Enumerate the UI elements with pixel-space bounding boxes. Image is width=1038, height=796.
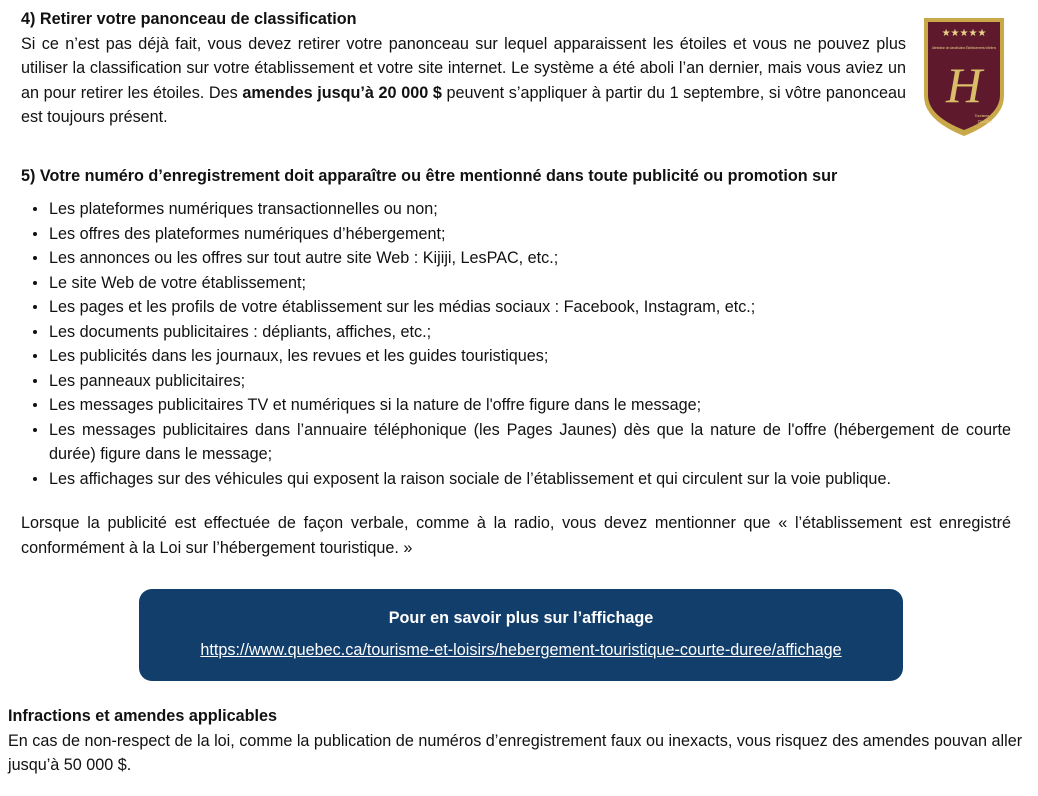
- list-item-text: Les pages et les profils de votre établissement sur les médias sociaux : Facebook, Instagram, etc.;: [49, 298, 756, 316]
- section-4: [21, 7, 906, 130]
- bullet-dot-icon: [33, 379, 37, 383]
- badge-letter: H: [945, 57, 983, 113]
- badge-stars: ★★★★★: [941, 28, 987, 39]
- bullet-dot-icon: [33, 207, 37, 211]
- list-item: [21, 344, 1011, 369]
- list-item: [21, 418, 1011, 467]
- list-item-text: Les offres des plateformes numériques d’hébergement;: [49, 224, 446, 243]
- bullet-dot-icon: [33, 305, 37, 309]
- list-item: [21, 393, 1011, 418]
- info-box-title: Pour en savoir plus sur l’affichage: [388, 609, 654, 627]
- infractions-title: Infractions et amendes applicables: [8, 707, 277, 725]
- list-item: [21, 222, 1011, 247]
- list-item-text: Les plateformes numériques transactionnelles ou non;: [49, 200, 438, 218]
- list-item-text: Les documents publicitaires : dépliants, affiches, etc.;: [49, 322, 432, 341]
- bullet-dot-icon: [33, 232, 37, 236]
- bullet-dot-icon: [33, 330, 37, 334]
- infractions-text: En cas de non-respect de la loi, comme la publication de numéros d’enregistrement faux ou inexacts, vous risquez des amendes pouvan aller jusqu’à 50 000 $.: [8, 731, 1023, 774]
- section-4-text: [21, 32, 906, 130]
- fine-amount-highlight: amendes jusqu’à 20 000 $: [242, 83, 442, 102]
- bullet-dot-icon: [33, 428, 37, 432]
- section-4-text-end: peuvent s’appliquer à partir du 1 septembre, si vôtre panonceau est toujours présent.: [21, 83, 907, 126]
- bullet-dot-icon: [33, 403, 37, 407]
- list-item: [21, 295, 1011, 320]
- list-item-text: Les messages publicitaires dans l’annuaire téléphonique (les Pages Jaunes) dès que la nature de l'offre (hébergement de courte durée) figure dans le message;: [49, 420, 1011, 463]
- list-item-text: Les annonces ou les offres sur tout autre site Web : Kijiji, LesPAC, etc.;: [49, 249, 559, 267]
- bullet-dot-icon: [33, 256, 37, 260]
- list-item-text: Les messages publicitaires TV et numériques si la nature de l'offre figure dans le message;: [49, 396, 702, 414]
- section-5-title: 5) Votre numéro d’enregistrement doit apparaître ou être mentionné dans toute publicité ou promotion sur: [21, 167, 838, 185]
- badge-caption: Attestation de classification Établissements hôteliers: [932, 46, 1016, 50]
- badge-footer-left: Tourisme: [974, 114, 990, 118]
- list-item: [21, 467, 1011, 492]
- section-4-text-start: Si ce n’est pas déjà fait, vous devez retirer votre panonceau sur lequel apparaissent les étoiles et vous ne pouvez plus utiliser la classification sur votre établissement et votre site internet. Le système a été aboli l’an dernier, mais vous aviez un an pour retirer les étoiles. Des: [21, 34, 906, 102]
- classification-badge-logo: [922, 16, 1016, 138]
- list-item: [21, 320, 1011, 345]
- signage-info-box: [139, 589, 903, 681]
- list-item-text: Les publicités dans les journaux, les revues et les guides touristiques;: [49, 347, 549, 365]
- list-item-text: Le site Web de votre établissement;: [49, 273, 307, 292]
- list-item-text: Les affichages sur des véhicules qui exposent la raison sociale de l’établissement et qui circulent sur la voie publique.: [49, 469, 891, 488]
- list-item: [21, 246, 1011, 271]
- infractions-section: [8, 704, 1038, 778]
- list-item: [21, 197, 1011, 222]
- verbal-advertising-note: Lorsque la publicité est effectuée de façon verbale, comme à la radio, vous devez mentionner que « l’établissement est enregistré conformément à la Loi sur l’hébergement touristique. »: [21, 514, 1011, 557]
- section-4-title: 4) Retirer votre panonceau de classification: [21, 10, 357, 28]
- bullet-dot-icon: [33, 281, 37, 285]
- advertising-channels-list: [21, 197, 1011, 491]
- list-item-text: Les panneaux publicitaires;: [49, 371, 246, 390]
- list-item: [21, 369, 1011, 394]
- badge-footer-right: Québec: [977, 119, 993, 124]
- bullet-dot-icon: [33, 477, 37, 481]
- signage-info-link[interactable]: https://www.quebec.ca/tourisme-et-loisirs/hebergement-touristique-courte-duree/affichage: [200, 641, 842, 659]
- list-item: [21, 271, 1011, 296]
- bullet-dot-icon: [33, 354, 37, 358]
